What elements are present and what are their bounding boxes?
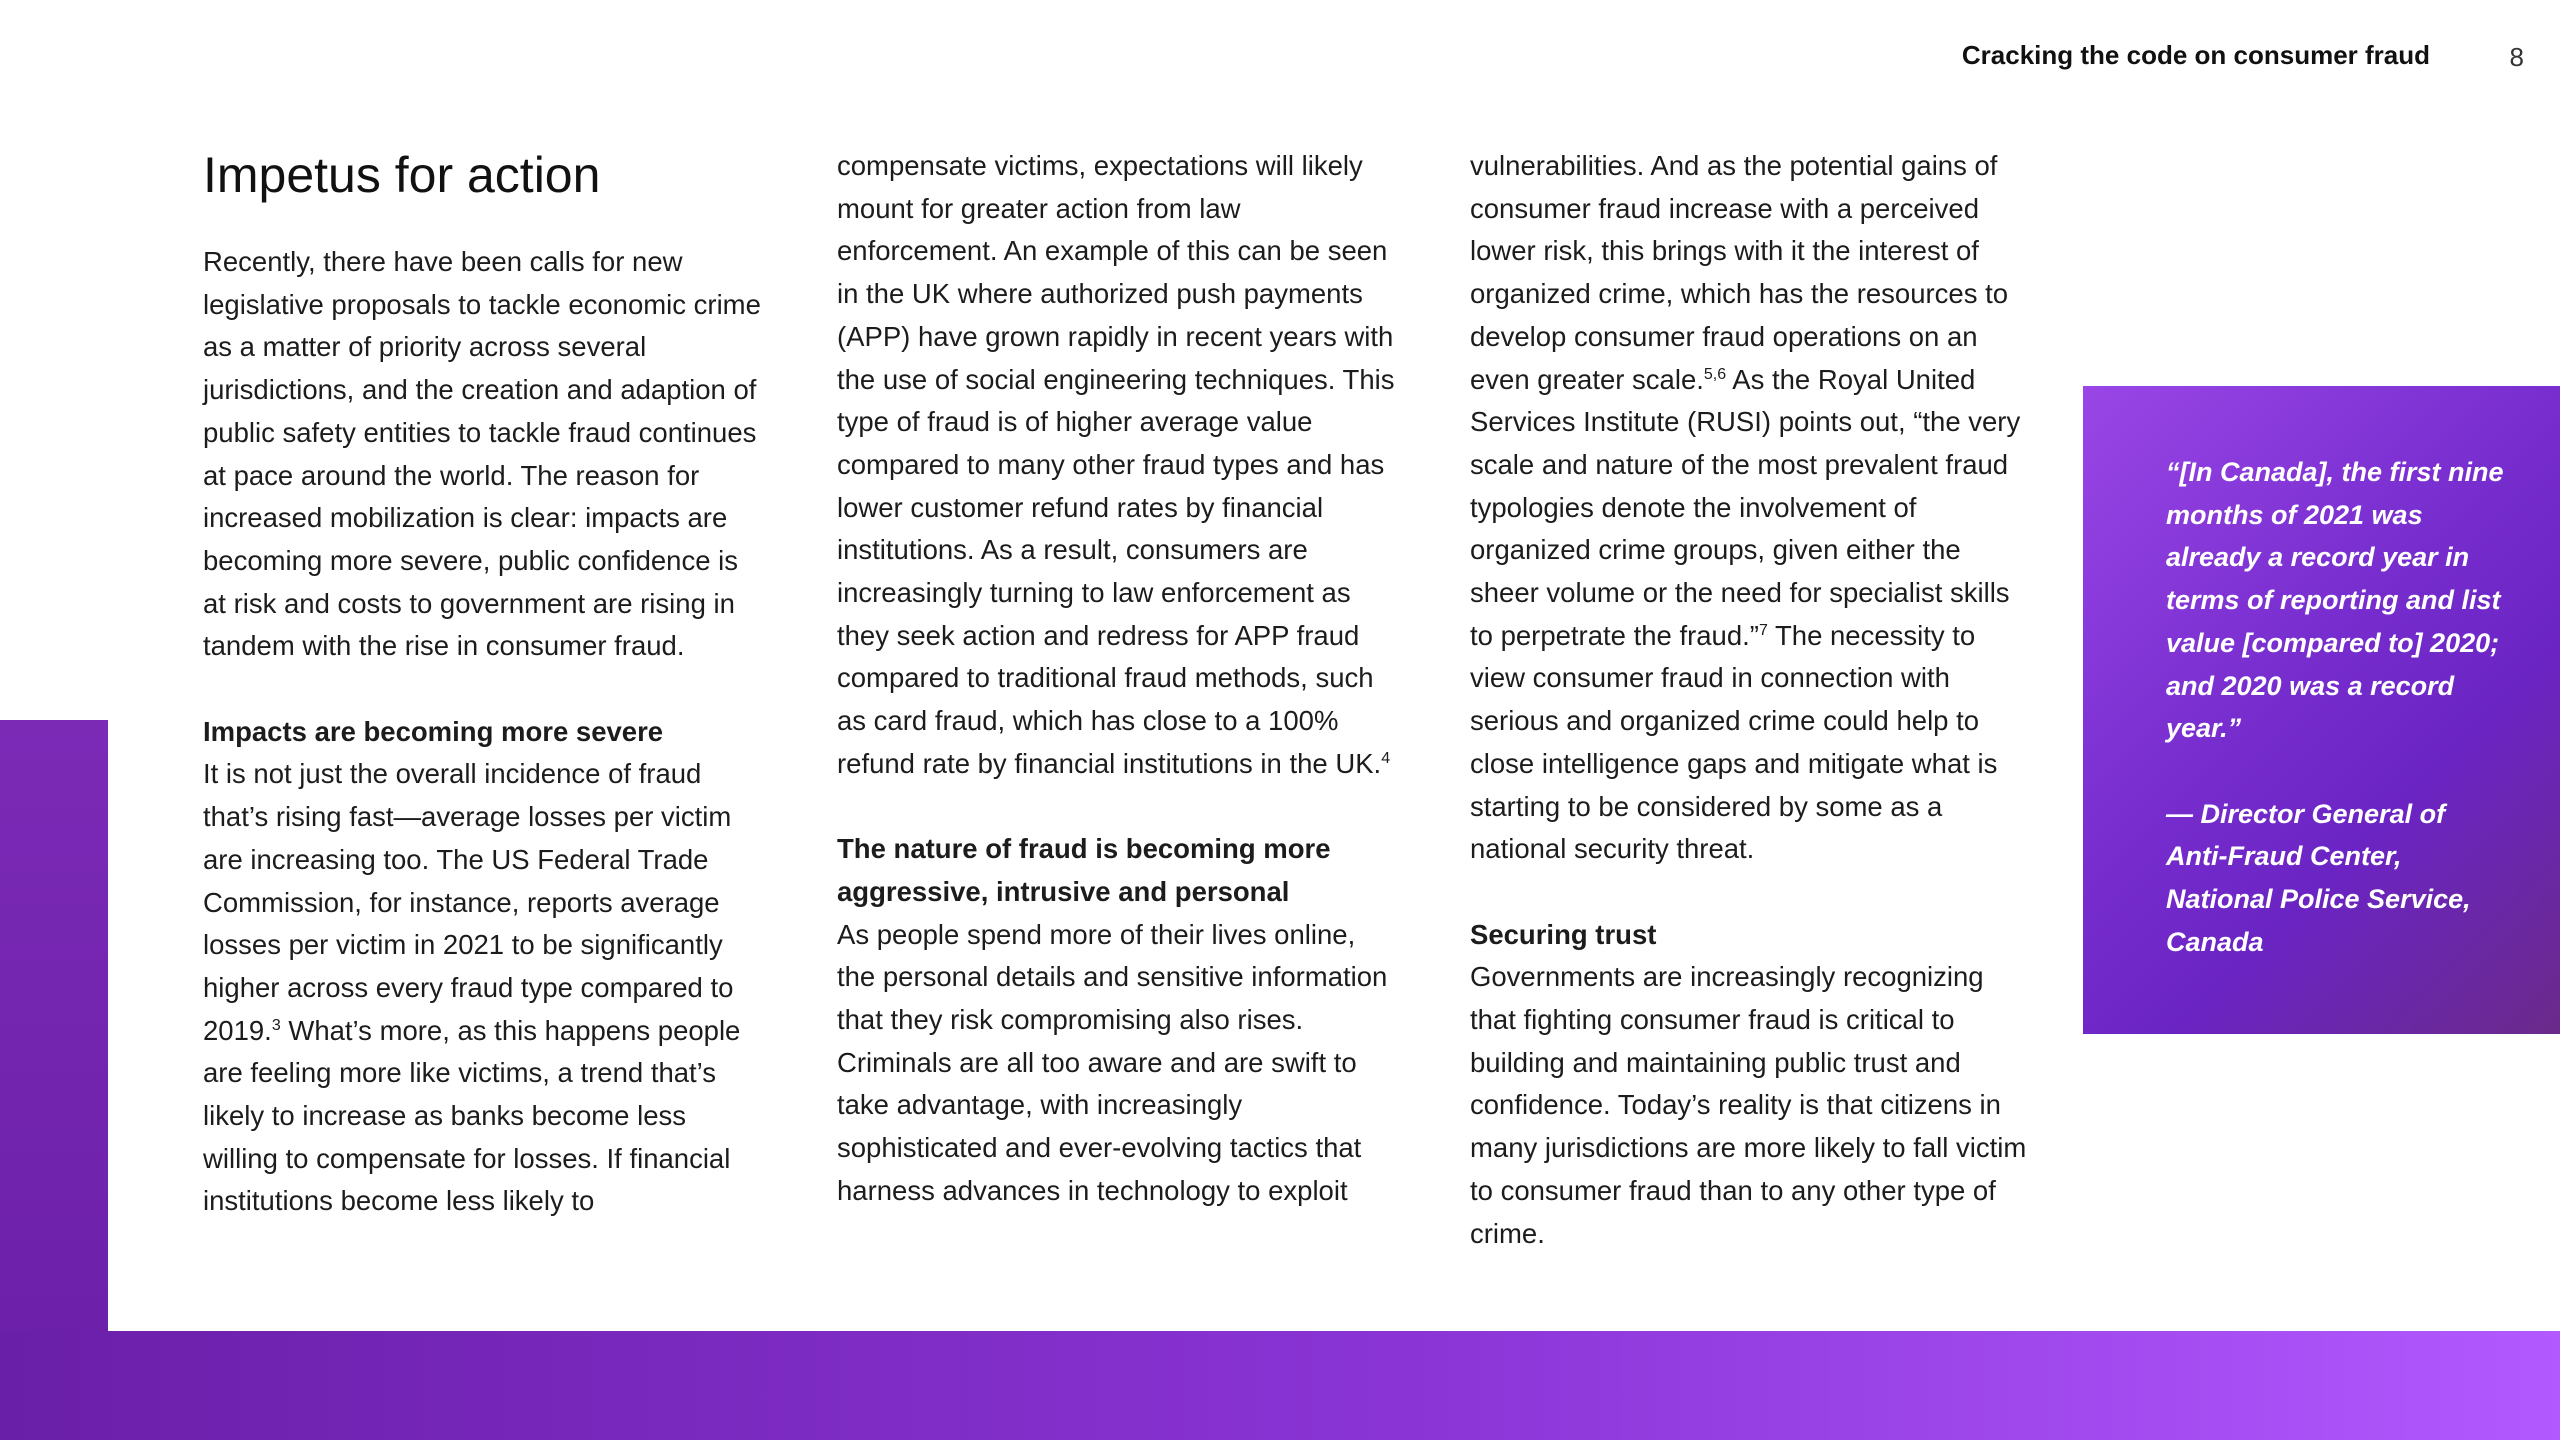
continuation-text: compensate victims, expectations will likely mount for greater action from law enforcement. An example of this can be seen in the UK where authorized push payments (APP) have grown rapidly in recent years with the use of social engineering techniques. This type of fraud is of higher average value compared to many other fraud types and has lower customer refund rates by financial institutions. As a result, consumers are increasingly turning to law enforcement as they seek action and redress for APP fraud compared to traditional fraud methods, such as card fraud, which has close to a 100% refund rate by financial institutions in the UK.	[837, 150, 1395, 779]
nature-section	[837, 828, 1397, 1212]
pull-quote-attribution: — Director General of Anti-Fraud Center, National Police Service, Canada	[2166, 798, 2471, 957]
nature-body: As people spend more of their lives online, the personal details and sensitive information that they risk compromising also rises. Criminals are all too aware and are swift to take advantage, with increasingly sophisticated and ever-evolving tactics that harness advances in technology to exploit	[837, 918, 1388, 1206]
pull-quote-text: “[In Canada], the first nine months of 2021 was already a record year in terms of reporting and list value [compared to] 2020; and 2020 was a record year.”	[2166, 457, 2504, 744]
vulnerabilities-text-c: The necessity to view consumer fraud in connection with serious and organized crime could help to close intelligence gaps and mitigate what is starting to be considered by some as a national security threat.	[1470, 619, 1998, 865]
page-title: Impetus for action	[203, 147, 601, 203]
impacts-body-a: It is not just the overall incidence of fraud that’s rising fast—average losses per victim are increasing too. The US Federal Trade Commission, for instance, reports average losses per victim in 2021 to be significantly higher across every fraud type compared to 2019.	[203, 758, 734, 1046]
impacts-body-b: What’s more, as this happens people are feeling more like victims, a trend that’s likely to increase as banks become less willing to compensate for losses. If financial institutions become less likely to	[203, 1014, 741, 1217]
footnote-ref-3: 3	[271, 1016, 281, 1034]
footnote-ref-4: 4	[1381, 749, 1391, 767]
footnote-ref-5-6: 5,6	[1703, 365, 1727, 383]
document-title: Cracking the code on consumer fraud	[1961, 40, 2430, 70]
trust-body: Governments are increasingly recognizing that fighting consumer fraud is critical to building and maintaining public trust and confidence. Today’s reality is that citizens in many jurisdictions are more likely to fall victim to consumer fraud than to any other type of crime.	[1470, 961, 2027, 1249]
impacts-section	[203, 711, 763, 1223]
vulnerabilities-text-a: vulnerabilities. And as the potential gains of consumer fraud increase with a perceived lower risk, this brings with it the interest of organized crime, which has the resources to develop consumer fraud operations on an even greater scale.	[1470, 150, 2009, 395]
continuation-paragraph	[837, 145, 1397, 786]
trust-section	[1470, 914, 2030, 1256]
footnote-ref-7: 7	[1758, 621, 1768, 639]
vulnerabilities-paragraph	[1470, 145, 2030, 871]
vulnerabilities-text-b: As the Royal United Services Institute (RUSI) points out, “the very scale and nature of the most prevalent fraud typologies denote the involvement of organized crime groups, given either the sheer volume or the need for specialist skills to perpetrate the fraud.”	[1470, 363, 2021, 651]
text-column-2	[837, 145, 1397, 1213]
decorative-bottom-band	[0, 1331, 2560, 1440]
section-heading-trust: Securing trust	[1470, 918, 1657, 950]
text-column-1	[203, 145, 763, 1223]
page-number: 8	[2509, 42, 2524, 72]
text-column-3	[1470, 145, 2030, 1255]
intro-paragraph: Recently, there have been calls for new legislative proposals to tackle economic crime as a matter of priority across several jurisdictions, and the creation and adaption of public safety entities to tackle fraud continues at pace around the world. The reason for increased mobilization is clear: impacts are becoming more severe, public confidence is at risk and costs to government are rising in tandem with the rise in consumer fraud.	[203, 246, 761, 662]
section-heading-impacts: Impacts are becoming more severe	[203, 715, 664, 747]
pull-quote	[2166, 451, 2506, 963]
section-heading-nature: The nature of fraud is becoming more aggressive, intrusive and personal	[837, 833, 1331, 907]
